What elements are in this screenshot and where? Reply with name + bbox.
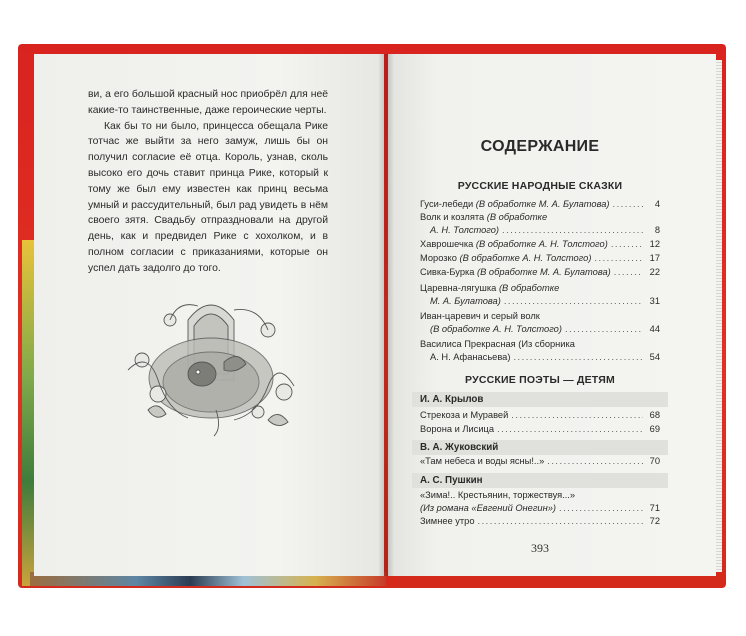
- entry-page: 4: [654, 199, 660, 209]
- entry-page: 12: [649, 239, 660, 249]
- entry-note: (В обработке А. Н. Толстого): [459, 253, 592, 263]
- entry-title: Ворона и Лисица: [420, 424, 495, 434]
- toc-entry: [420, 423, 660, 436]
- entry-page: 22: [649, 267, 660, 277]
- entry-page: 17: [649, 253, 660, 263]
- entry-title: «Там небеса и воды ясны!..»: [420, 456, 545, 466]
- entry-page: 71: [649, 503, 660, 513]
- toc-entry: [420, 515, 660, 528]
- entry-title: Василиса Прекрасная (Из сборника: [420, 339, 575, 349]
- entry-title: Царевна-лягушка: [420, 283, 497, 293]
- entry-note: А. Н. Афанасьева): [430, 352, 511, 362]
- left-page-text: [88, 87, 328, 277]
- section-heading-folk-tales: РУССКИЕ НАРОДНЫЕ СКАЗКИ: [457, 180, 623, 192]
- entry-note: (В обработке А. Н. Толстого): [475, 239, 608, 249]
- page-stack-edge: [716, 60, 722, 572]
- cover-art-edge-left: [22, 240, 34, 586]
- author-heading: А. С. Пушкин: [412, 473, 668, 488]
- book-gutter: [378, 54, 394, 576]
- page-number: 393: [531, 541, 549, 555]
- fairy-tale-illustration-icon: [118, 290, 304, 440]
- toc-entry: [420, 489, 660, 515]
- toc-entry: [420, 282, 660, 308]
- paragraph-2: Как бы то ни было, принцесса обещала Рике тотчас же выйти за него замуж, лишь бы он получил согласие её отца. Король, узнав, сколь высоко его дочь ставит принца Рике, который к тому же был ему известен как принц весьма умный и рассудительный, был рад увидеть в нём своего зятя. Свадьбу отпраздновали на другой день, как и предвидел Рике с хохолком, и в полном согласии с приказаниями, которые он успел дать задолго до того.: [88, 120, 328, 274]
- entry-title: Сивка-Бурка: [420, 267, 475, 277]
- entry-note: (В обработке: [486, 212, 548, 222]
- entry-note: (В обработке А. Н. Толстого): [430, 324, 562, 334]
- section-heading-poets: РУССКИЕ ПОЭТЫ — ДЕТЯМ: [465, 374, 615, 386]
- entry-note: А. Н. Толстого): [430, 225, 500, 235]
- entry-page: 72: [649, 516, 660, 526]
- entry-note: (В обработке: [498, 283, 560, 293]
- entry-note: (В обработке М. А. Булатова): [475, 199, 610, 209]
- entry-title: Морозко: [420, 253, 457, 263]
- entry-title: Гуси-лебеди: [420, 199, 474, 209]
- toc-entry: [420, 198, 660, 211]
- toc-entry: [420, 266, 660, 279]
- entry-title: Зимнее утро: [420, 516, 475, 526]
- entry-page: 69: [649, 424, 660, 434]
- toc-entry: [420, 238, 660, 251]
- author-heading: В. А. Жуковский: [412, 440, 668, 455]
- toc-entry: [420, 338, 660, 364]
- entry-page: 31: [649, 296, 660, 306]
- toc-entry: [420, 211, 660, 237]
- toc-title: СОДЕРЖАНИЕ: [480, 138, 600, 155]
- entry-page: 70: [649, 456, 660, 466]
- toc-entry: [420, 310, 660, 336]
- entry-note: М. А. Булатова): [430, 296, 501, 306]
- entry-title: Волк и козлята: [420, 212, 485, 222]
- entry-page: 44: [649, 324, 660, 334]
- toc-entry: [420, 252, 660, 265]
- entry-page: 68: [649, 410, 660, 420]
- entry-page: 8: [654, 225, 660, 235]
- entry-note: (Из романа «Евгений Онегин»): [420, 503, 556, 513]
- entry-page: 54: [649, 352, 660, 362]
- entry-title: Стрекоза и Муравей: [420, 410, 509, 420]
- paragraph-1: ви, а его большой красный нос приобрёл для неё какие-то таинственные, даже героические черты.: [88, 89, 328, 116]
- toc-entry: [420, 455, 660, 468]
- entry-title: Иван-царевич и серый волк: [420, 311, 540, 321]
- entry-title: «Зима!.. Крестьянин, торжествуя...»: [420, 490, 576, 500]
- author-heading: И. А. Крылов: [412, 392, 668, 407]
- entry-note: (В обработке М. А. Булатова): [477, 267, 611, 277]
- toc-entry: [420, 409, 660, 422]
- entry-title: Хаврошечка: [420, 239, 474, 249]
